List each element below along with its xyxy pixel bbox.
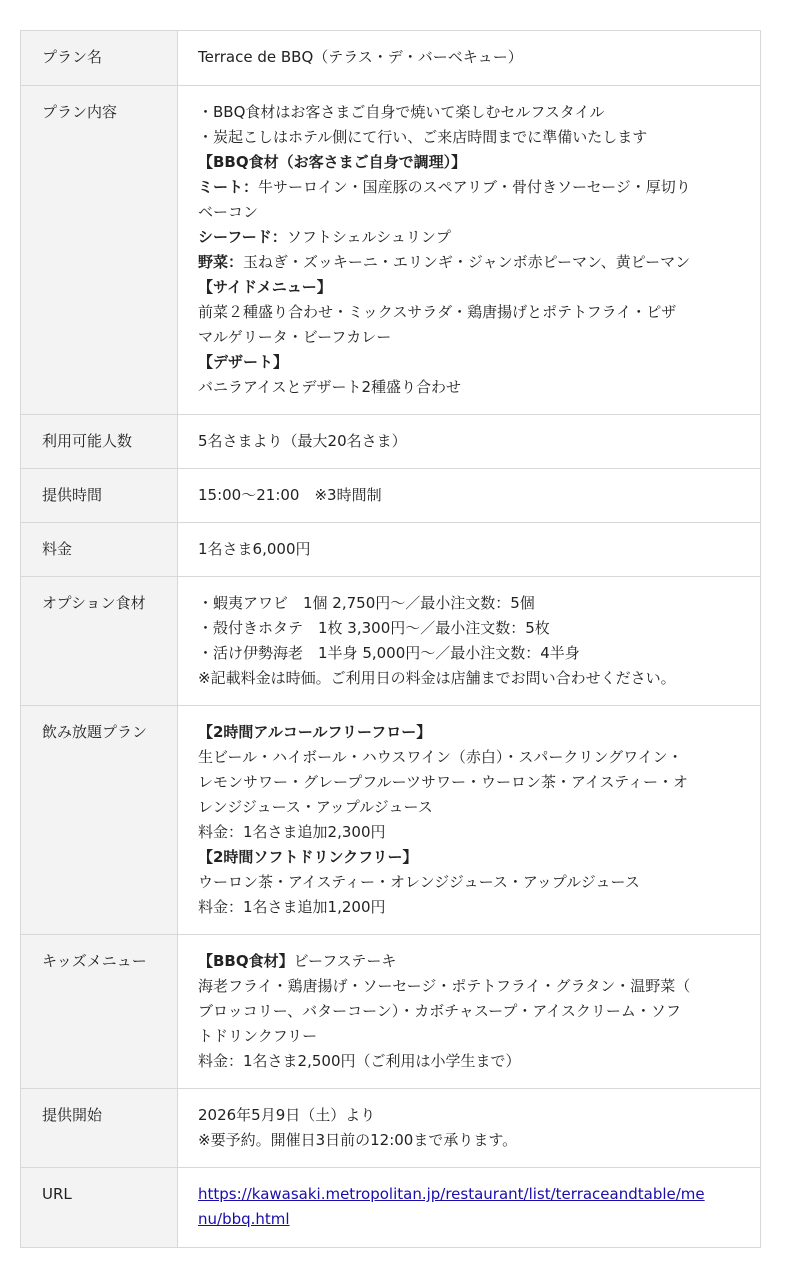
value-line xyxy=(198,250,740,275)
value-line xyxy=(198,275,740,300)
value-line xyxy=(198,100,740,125)
url-link[interactable]: https://kawasaki.metropolitan.jp/restaurant/list/terraceandtable/me xyxy=(198,1185,705,1203)
row-value xyxy=(178,577,761,706)
table-row xyxy=(21,469,761,523)
line-text: ・炭起こしはホテル側にて行い、ご来店時間までに準備いたします xyxy=(198,128,648,146)
table-row xyxy=(21,86,761,415)
line-text: レモンサワー・グレープフルーツサワー・ウーロン茶・アイスティー・オ xyxy=(198,773,689,791)
table-row xyxy=(21,706,761,935)
table-row xyxy=(21,415,761,469)
row-label: 飲み放題プラン xyxy=(21,706,178,935)
row-label: キッズメニュー xyxy=(21,935,178,1089)
row-label: 料金 xyxy=(21,523,178,577)
value-line xyxy=(198,1103,740,1128)
value-line xyxy=(198,375,740,400)
value-line xyxy=(198,483,740,508)
row-label: 提供開始 xyxy=(21,1089,178,1168)
value-line xyxy=(198,745,740,770)
value-line xyxy=(198,820,740,845)
table-row xyxy=(21,1168,761,1248)
line-text: 2026年5月9日（土）より xyxy=(198,1106,376,1124)
value-line xyxy=(198,150,740,175)
bold-heading: 【BBQ食材】 xyxy=(198,952,294,970)
value-line xyxy=(198,125,740,150)
value-line xyxy=(198,429,740,454)
row-value xyxy=(178,469,761,523)
bold-heading: 【デザート】 xyxy=(198,353,289,371)
row-value xyxy=(178,706,761,935)
value-line xyxy=(198,795,740,820)
row-label: 提供時間 xyxy=(21,469,178,523)
value-line xyxy=(198,1182,740,1207)
bold-heading: 【2時間ソフトドリンクフリー】 xyxy=(198,848,418,866)
row-value xyxy=(178,1089,761,1168)
row-value xyxy=(178,523,761,577)
table-row xyxy=(21,523,761,577)
row-value xyxy=(178,86,761,415)
line-text: ・殻付きホタテ 1枚 3,300円～／最小注文数：5枚 xyxy=(198,619,550,637)
value-line xyxy=(198,1049,740,1074)
value-line xyxy=(198,949,740,974)
table-row xyxy=(21,577,761,706)
bold-heading: 【BBQ食材（お客さまご自身で調理）】 xyxy=(198,153,467,171)
plan-info-table xyxy=(20,30,761,1248)
line-text: 料金：1名さま追加2,300円 xyxy=(198,823,386,841)
table-row xyxy=(21,935,761,1089)
value-line xyxy=(198,537,740,562)
value-line xyxy=(198,591,740,616)
row-value xyxy=(178,935,761,1089)
bold-heading: 野菜： xyxy=(198,253,244,271)
value-line xyxy=(198,1024,740,1049)
bold-heading: ミート： xyxy=(198,178,259,196)
value-line xyxy=(198,870,740,895)
bold-heading: シーフード： xyxy=(198,228,287,246)
line-text: 5名さまより（最大20名さま） xyxy=(198,432,407,450)
line-text: 海老フライ・鶏唐揚げ・ソーセージ・ポテトフライ・グラタン・温野菜（ xyxy=(198,977,691,995)
value-line xyxy=(198,770,740,795)
value-line xyxy=(198,350,740,375)
line-text: トドリンクフリー xyxy=(198,1027,318,1045)
line-text: ウーロン茶・アイスティー・オレンジジュース・アップルジュース xyxy=(198,873,640,891)
line-text: ※要予約。開催日3日前の12:00まで承ります。 xyxy=(198,1131,518,1149)
bold-heading: 【サイドメニュー】 xyxy=(198,278,332,296)
line-text: 牛サーロイン・国産豚のスペアリブ・骨付きソーセージ・厚切り xyxy=(258,178,691,196)
line-text: ・活け伊勢海老 1半身 5,000円～／最小注文数：4半身 xyxy=(198,644,580,662)
line-text: 1名さま6,000円 xyxy=(198,540,311,558)
value-line xyxy=(198,325,740,350)
row-label: プラン内容 xyxy=(21,86,178,415)
bold-heading: 【2時間アルコールフリーフロー】 xyxy=(198,723,432,741)
line-text: マルゲリータ・ビーフカレー xyxy=(198,328,392,346)
value-line xyxy=(198,200,740,225)
line-text: ベーコン xyxy=(198,203,259,221)
line-text: ・BBQ食材はお客さまご自身で焼いて楽しむセルフスタイル xyxy=(198,103,605,121)
value-line xyxy=(198,974,740,999)
table-row xyxy=(21,1089,761,1168)
line-text: 料金：1名さま追加1,200円 xyxy=(198,898,386,916)
table-row xyxy=(21,31,761,86)
value-line xyxy=(198,999,740,1024)
line-text: 15:00～21:00 ※3時間制 xyxy=(198,486,382,504)
value-line xyxy=(198,720,740,745)
line-text: 前菜２種盛り合わせ・ミックスサラダ・鶏唐揚げとポテトフライ・ピザ xyxy=(198,303,677,321)
line-text: Terrace de BBQ（テラス・デ・バーベキュー） xyxy=(198,48,523,66)
value-line xyxy=(198,616,740,641)
value-line xyxy=(198,641,740,666)
line-text: ソフトシェルシュリンプ xyxy=(286,228,451,246)
value-line xyxy=(198,666,740,691)
row-label: URL xyxy=(21,1168,178,1248)
value-line xyxy=(198,895,740,920)
value-line xyxy=(198,225,740,250)
line-text: 玉ねぎ・ズッキーニ・エリンギ・ジャンボ赤ピーマン、黄ピーマン xyxy=(243,253,691,271)
line-text: 生ビール・ハイボール・ハウスワイン（赤白）・スパークリングワイン・ xyxy=(198,748,683,766)
value-line xyxy=(198,175,740,200)
value-line xyxy=(198,1207,740,1232)
line-text: 料金：1名さま2,500円（ご利用は小学生まで） xyxy=(198,1052,521,1070)
url-link[interactable]: nu/bbq.html xyxy=(198,1210,290,1228)
row-value xyxy=(178,1168,761,1248)
value-line xyxy=(198,45,740,70)
line-text: ビーフステーキ xyxy=(293,952,397,970)
row-value xyxy=(178,415,761,469)
value-line xyxy=(198,300,740,325)
row-label: プラン名 xyxy=(21,31,178,86)
value-line xyxy=(198,845,740,870)
row-label: 利用可能人数 xyxy=(21,415,178,469)
line-text: ブロッコリー、バターコーン）・カボチャスープ・アイスクリーム・ソフ xyxy=(198,1002,681,1020)
line-text: ※記載料金は時価。ご利用日の料金は店舗までお問い合わせください。 xyxy=(198,669,676,687)
line-text: レンジジュース・アップルジュース xyxy=(198,798,433,816)
row-label: オプション食材 xyxy=(21,577,178,706)
line-text: バニラアイスとデザート2種盛り合わせ xyxy=(198,378,462,396)
line-text: ・蝦夷アワビ 1個 2,750円～／最小注文数：5個 xyxy=(198,594,535,612)
value-line xyxy=(198,1128,740,1153)
row-value xyxy=(178,31,761,86)
